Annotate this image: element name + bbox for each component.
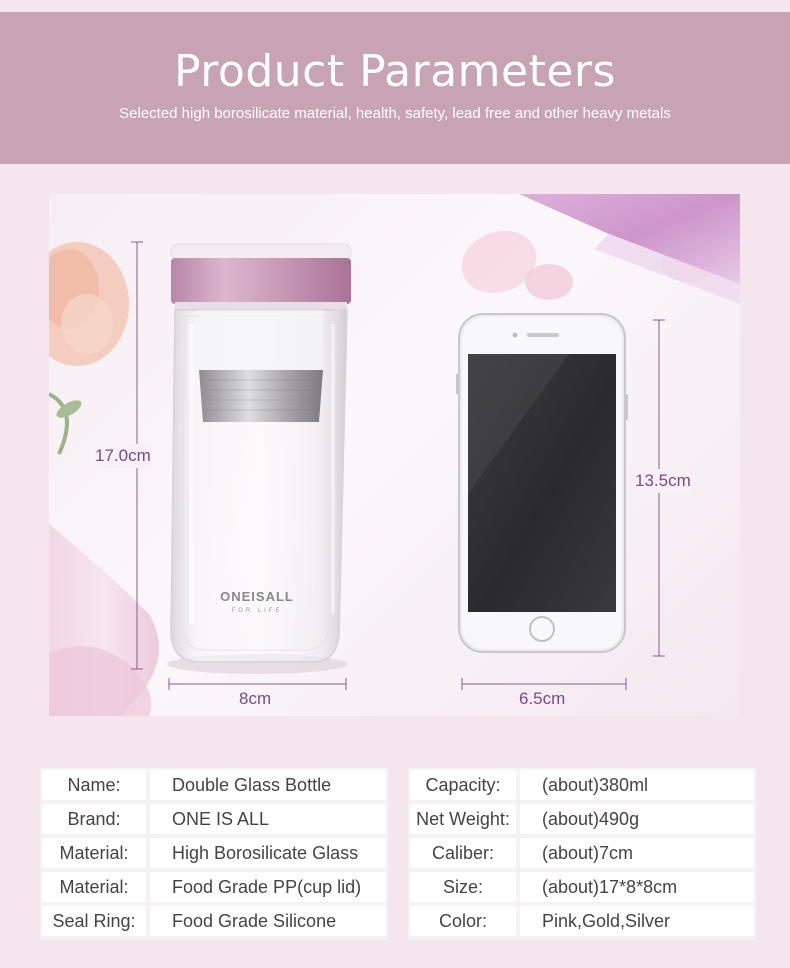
glass-bottle [171,244,351,662]
spec-value: (about)17*8*8cm [520,872,754,902]
spec-value: (about)380ml [520,770,754,800]
spec-value: (about)490g [520,804,754,834]
spec-row [40,872,388,902]
page-title: Product Parameters [174,46,616,97]
bottle-height-label: 17.0cm [95,444,151,468]
ribbon-decoration [49,524,159,716]
bottle-width-label: 8cm [239,689,272,708]
phone-height-label: 13.5cm [635,469,691,493]
spec-label: Material: [42,838,146,868]
spec-row [408,906,756,936]
spec-table-right [408,768,756,940]
phone-width-label: 6.5cm [519,689,566,708]
spec-label: Brand: [42,804,146,834]
spec-row [408,872,756,902]
spec-row [408,804,756,834]
spec-row [40,838,388,868]
spec-value: ONE IS ALL [150,804,386,834]
header-banner [0,12,790,164]
spec-label: Color: [410,906,516,936]
spec-value: Food Grade Silicone [150,906,386,936]
spec-value: High Borosilicate Glass [150,838,386,868]
product-illustration [49,194,740,716]
spec-row [40,906,388,936]
spec-row [40,770,388,800]
spec-row [408,770,756,800]
spec-label: Name: [42,770,146,800]
spec-value: Pink,Gold,Silver [520,906,754,936]
spec-row [408,838,756,868]
bottle-lid [171,258,351,304]
spec-table-left [40,768,388,940]
spec-value: Double Glass Bottle [150,770,386,800]
bottle-brand-mark: ONEISALL [220,589,294,604]
spec-value: (about)7cm [520,838,754,868]
page-subtitle: Selected high borosilicate material, health, safety, lead free and other heavy metals [119,105,671,122]
spec-label: Size: [410,872,516,902]
spec-label: Seal Ring: [42,906,146,936]
tea-infuser [199,370,323,422]
bottle-brand-tagline: FOR LIFE [231,608,283,614]
smartphone [456,314,628,652]
spec-value: Food Grade PP(cup lid) [150,872,386,902]
rose-decoration [49,242,129,454]
phone-speaker [527,333,559,337]
spec-label: Caliber: [410,838,516,868]
spec-label: Capacity: [410,770,516,800]
spec-label: Net Weight: [410,804,516,834]
product-photo [49,194,740,716]
spec-label: Material: [42,872,146,902]
spec-row [40,804,388,834]
